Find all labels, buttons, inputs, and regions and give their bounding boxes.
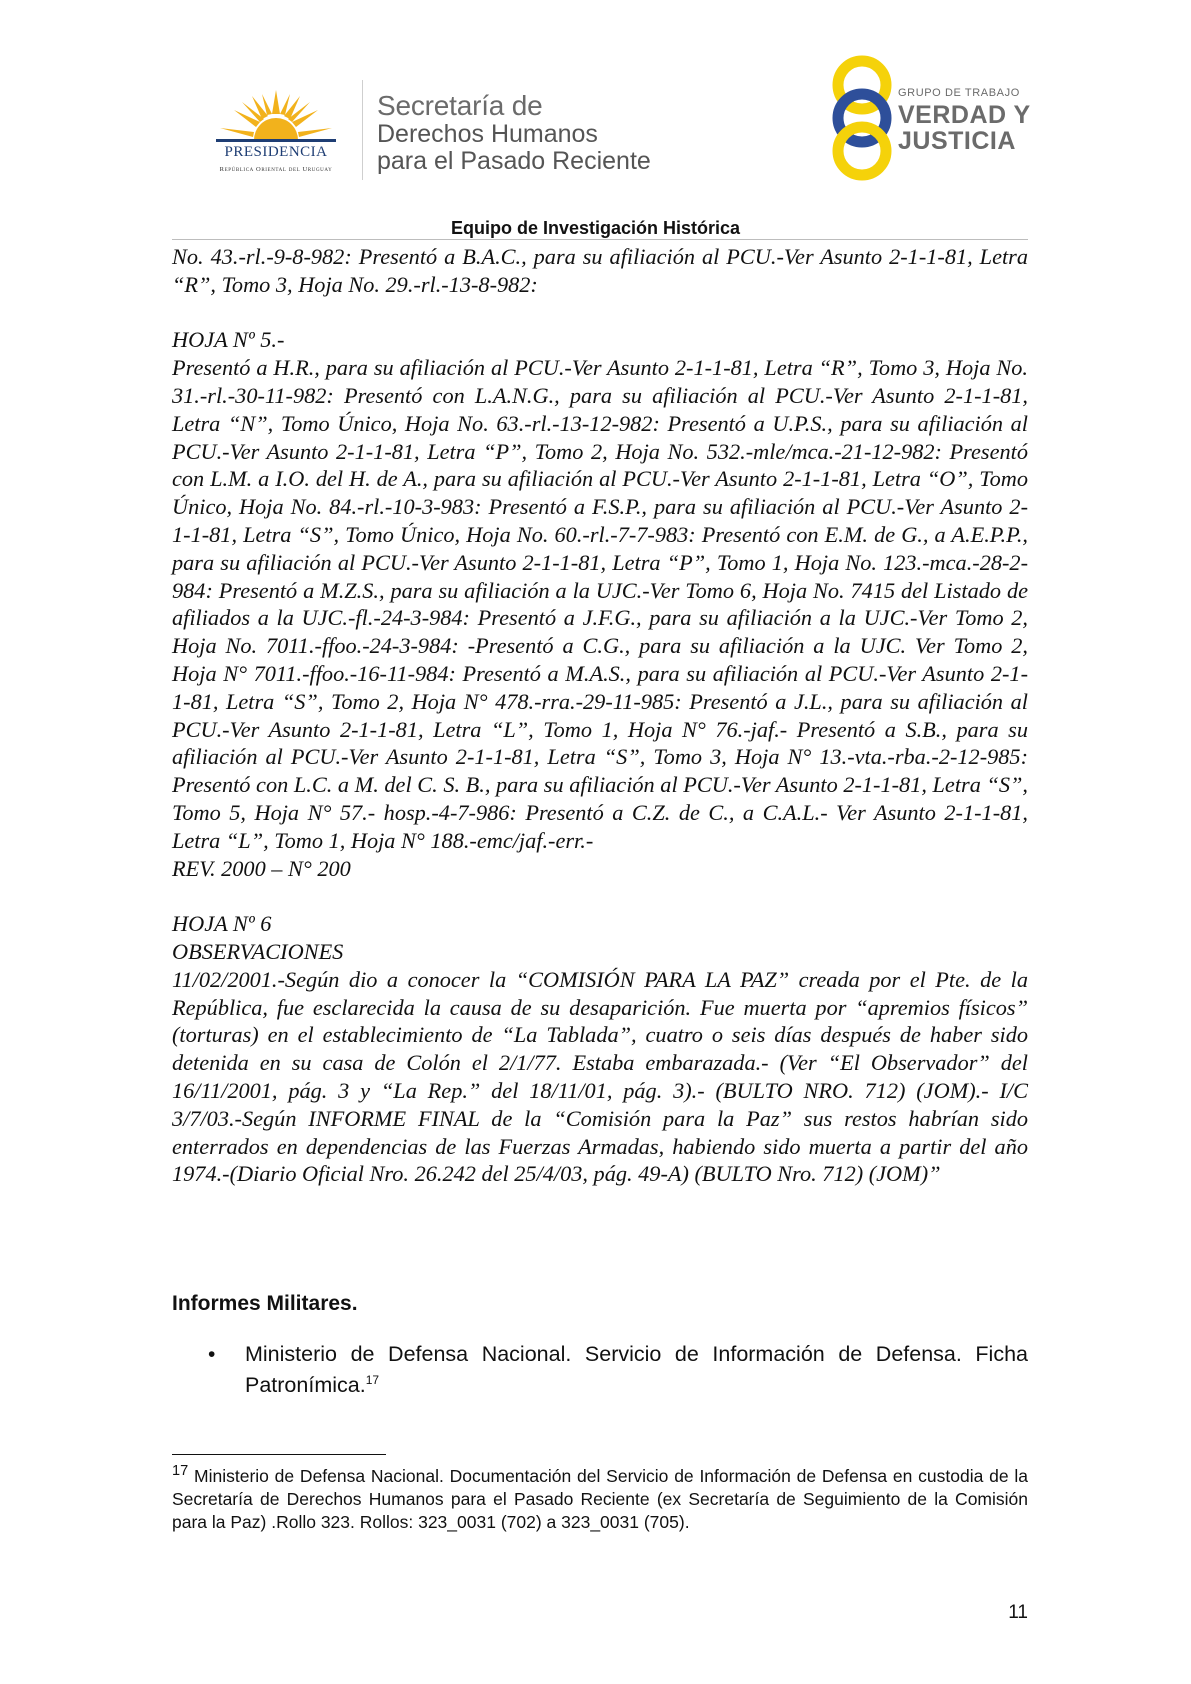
bullet-item-text	[245, 1339, 1028, 1401]
footnote-number: 17	[172, 1463, 189, 1479]
verdad-justicia-logo-text	[898, 88, 1031, 154]
sun-emblem-icon	[196, 82, 356, 148]
hoja-6-title: HOJA Nº 6	[172, 911, 272, 937]
footnote-ref[interactable]: 17	[365, 1372, 380, 1387]
section-heading: Informes Militares.	[172, 1292, 358, 1315]
header-divider	[362, 80, 363, 180]
team-title: Equipo de Investigación Histórica	[450, 218, 741, 238]
revision-note: REV. 2000 – N° 200	[172, 855, 351, 881]
secretaria-line-2: Derechos Humanos	[377, 120, 598, 148]
footnote-rule	[172, 1454, 386, 1455]
gt-line-3: JUSTICIA	[898, 127, 1016, 155]
hoja-5-text: Presentó a H.R., para su afiliación al PCU.-Ver Asunto 2-1-1-81, Letra “R”, Tomo 3, Hoja No. 31.-rl.-30-11-982: Presentó con L.A.N.G., para su afiliación al PCU.-Ver Asunto 2-1-1-81, Letra “N”, Tomo Único, Hoja No. 63.-rl.-13-12-982: Presentó a U.P.S., para su afiliación al PCU.-Ver Asunto 2-1-1-81, Letra “P”, Tomo 2, Hoja No. 532.-mle/mca.-21-12-982: Presentó con L.M. a I.O. del H. de A., para su afiliación al PCU.-Ver Asunto 2-1-1-81, Letra “O”, Tomo Único, Hoja No. 84.-rl.-10-3-983: Presentó a F.S.P., para su afiliación al PCU.-Ver Asunto 2-1-1-81, Letra “S”, Tomo Único, Hoja No. 60.-rl.-7-7-983: Presentó con E.M. de G., a A.E.P.P., para su afiliación al PCU.-Ver Asunto 2-1-1-81, Letra “P”, Tomo 1, Hoja No. 123.-mca.-28-2-984: Presentó a M.Z.S., para su afiliación a la UJC.-Ver Tomo 6, Hoja No. 7415 del Listado de afiliados a la UJC.-fl.-24-3-984: Presentó a J.F.G., para su afiliación a la UJC.-Ver Tomo 2, Hoja No. 7011.-ffoo.-24-3-984: -Presentó a C.G., para su afiliación a la UJC. Ver Tomo 2, Hoja N° 7011.-ffoo.-16-11-984: Presentó a M.A.S., para su afiliación al PCU.-Ver Asunto 2-1-1-81, Letra “S”, Tomo 2, Hoja N° 478.-rra.-29-11-985: Presentó a J.L., para su afiliación al PCU.-Ver Asunto 2-1-1-81, Letra “L”, Tomo 1, Hoja N° 76.-jaf.- Presentó a S.B., para su afiliación al PCU.-Ver Asunto 2-1-1-81, Letra “S”, Tomo 3, Hoja N° 13.-vta.-rba.-2-12-985: Presentó con L.C. a M. del C. S. B., para su afiliación al PCU.-Ver Asunto 2-1-1-81, Letra “S”, Tomo 5, Hoja N° 57.- hosp.-4-7-986: Presentó a C.Z. de C., a C.A.L.- Ver Asunto 2-1-1-81, Letra “L”, Tomo 1, Hoja N° 188.-emc/jaf.-err.-	[172, 355, 1028, 853]
secretaria-line-1: Secretaría de	[377, 90, 543, 121]
observaciones-heading: OBSERVACIONES	[172, 938, 344, 964]
footnote	[172, 1460, 1028, 1534]
header-rule	[172, 239, 1028, 240]
footnote-text: Ministerio de Defensa Nacional. Documentación del Servicio de Información de Defensa en custodia de la Secretaría de Derechos Humanos para el Pasado Reciente (ex Secretaría de Seguimiento de la Comisión para la Paz) .Rollo 323. Rollos: 323_0031 (702) a 323_0031 (705).	[172, 1465, 1028, 1532]
page-number: 11	[1008, 1602, 1028, 1623]
bullet-item	[208, 1339, 1028, 1401]
secretaria-line-3: para el Pasado Reciente	[377, 147, 651, 175]
presidencia-word: PRESIDENCIA	[224, 144, 328, 160]
bullet-dot: •	[208, 1343, 216, 1366]
bullet-text: Ministerio de Defensa Nacional. Servicio de Información de Defensa. Ficha Patronímica.	[245, 1342, 1028, 1397]
hoja-5-title: HOJA Nº 5.-	[172, 327, 285, 353]
presidencia-subtitle: República Oriental del Uruguay	[219, 166, 333, 173]
verdad-justicia-rings-icon	[818, 52, 906, 184]
secretaria-logo-text	[377, 92, 651, 174]
hoja-6-text: 11/02/2001.-Según dio a conocer la “COMISIÓN PARA LA PAZ” creada por el Pte. de la República, fue esclarecida la causa de su desaparición. Fue muerta por “apremios físicos” (torturas) en el establecimiento de “La Tablada”, cuatro o seis días después de haber sido detenida en su casa de Colón el 2/1/77. Estaba embarazada.- (Ver “El Observador” del 16/11/2001, pág. 3 y “La Rep.” del 18/11/01, pág. 3).- (BULTO NRO. 712) (JOM).- I/C 3/7/03.-Según INFORME FINAL de la “Comisión para la Paz” sus restos habrían sido enterrados en dependencias de las Fuerzas Armadas, habiendo sido muerta a partir del año 1974.-(Diario Oficial Nro. 26.242 del 25/4/03, pág. 49-A) (BULTO Nro. 712) (JOM)”	[172, 966, 1028, 1187]
gt-line-2: VERDAD Y	[898, 101, 1031, 129]
document-body	[172, 243, 1028, 1188]
paragraph-1: No. 43.-rl.-9-8-982: Presentó a B.A.C., para su afiliación al PCU.-Ver Asunto 2-1-1-81, Letra “R”, Tomo 3, Hoja No. 29.-rl.-13-8-982:	[172, 244, 1028, 297]
gt-line-1: GRUPO DE TRABAJO	[898, 87, 1020, 99]
presidencia-logo	[196, 82, 356, 178]
